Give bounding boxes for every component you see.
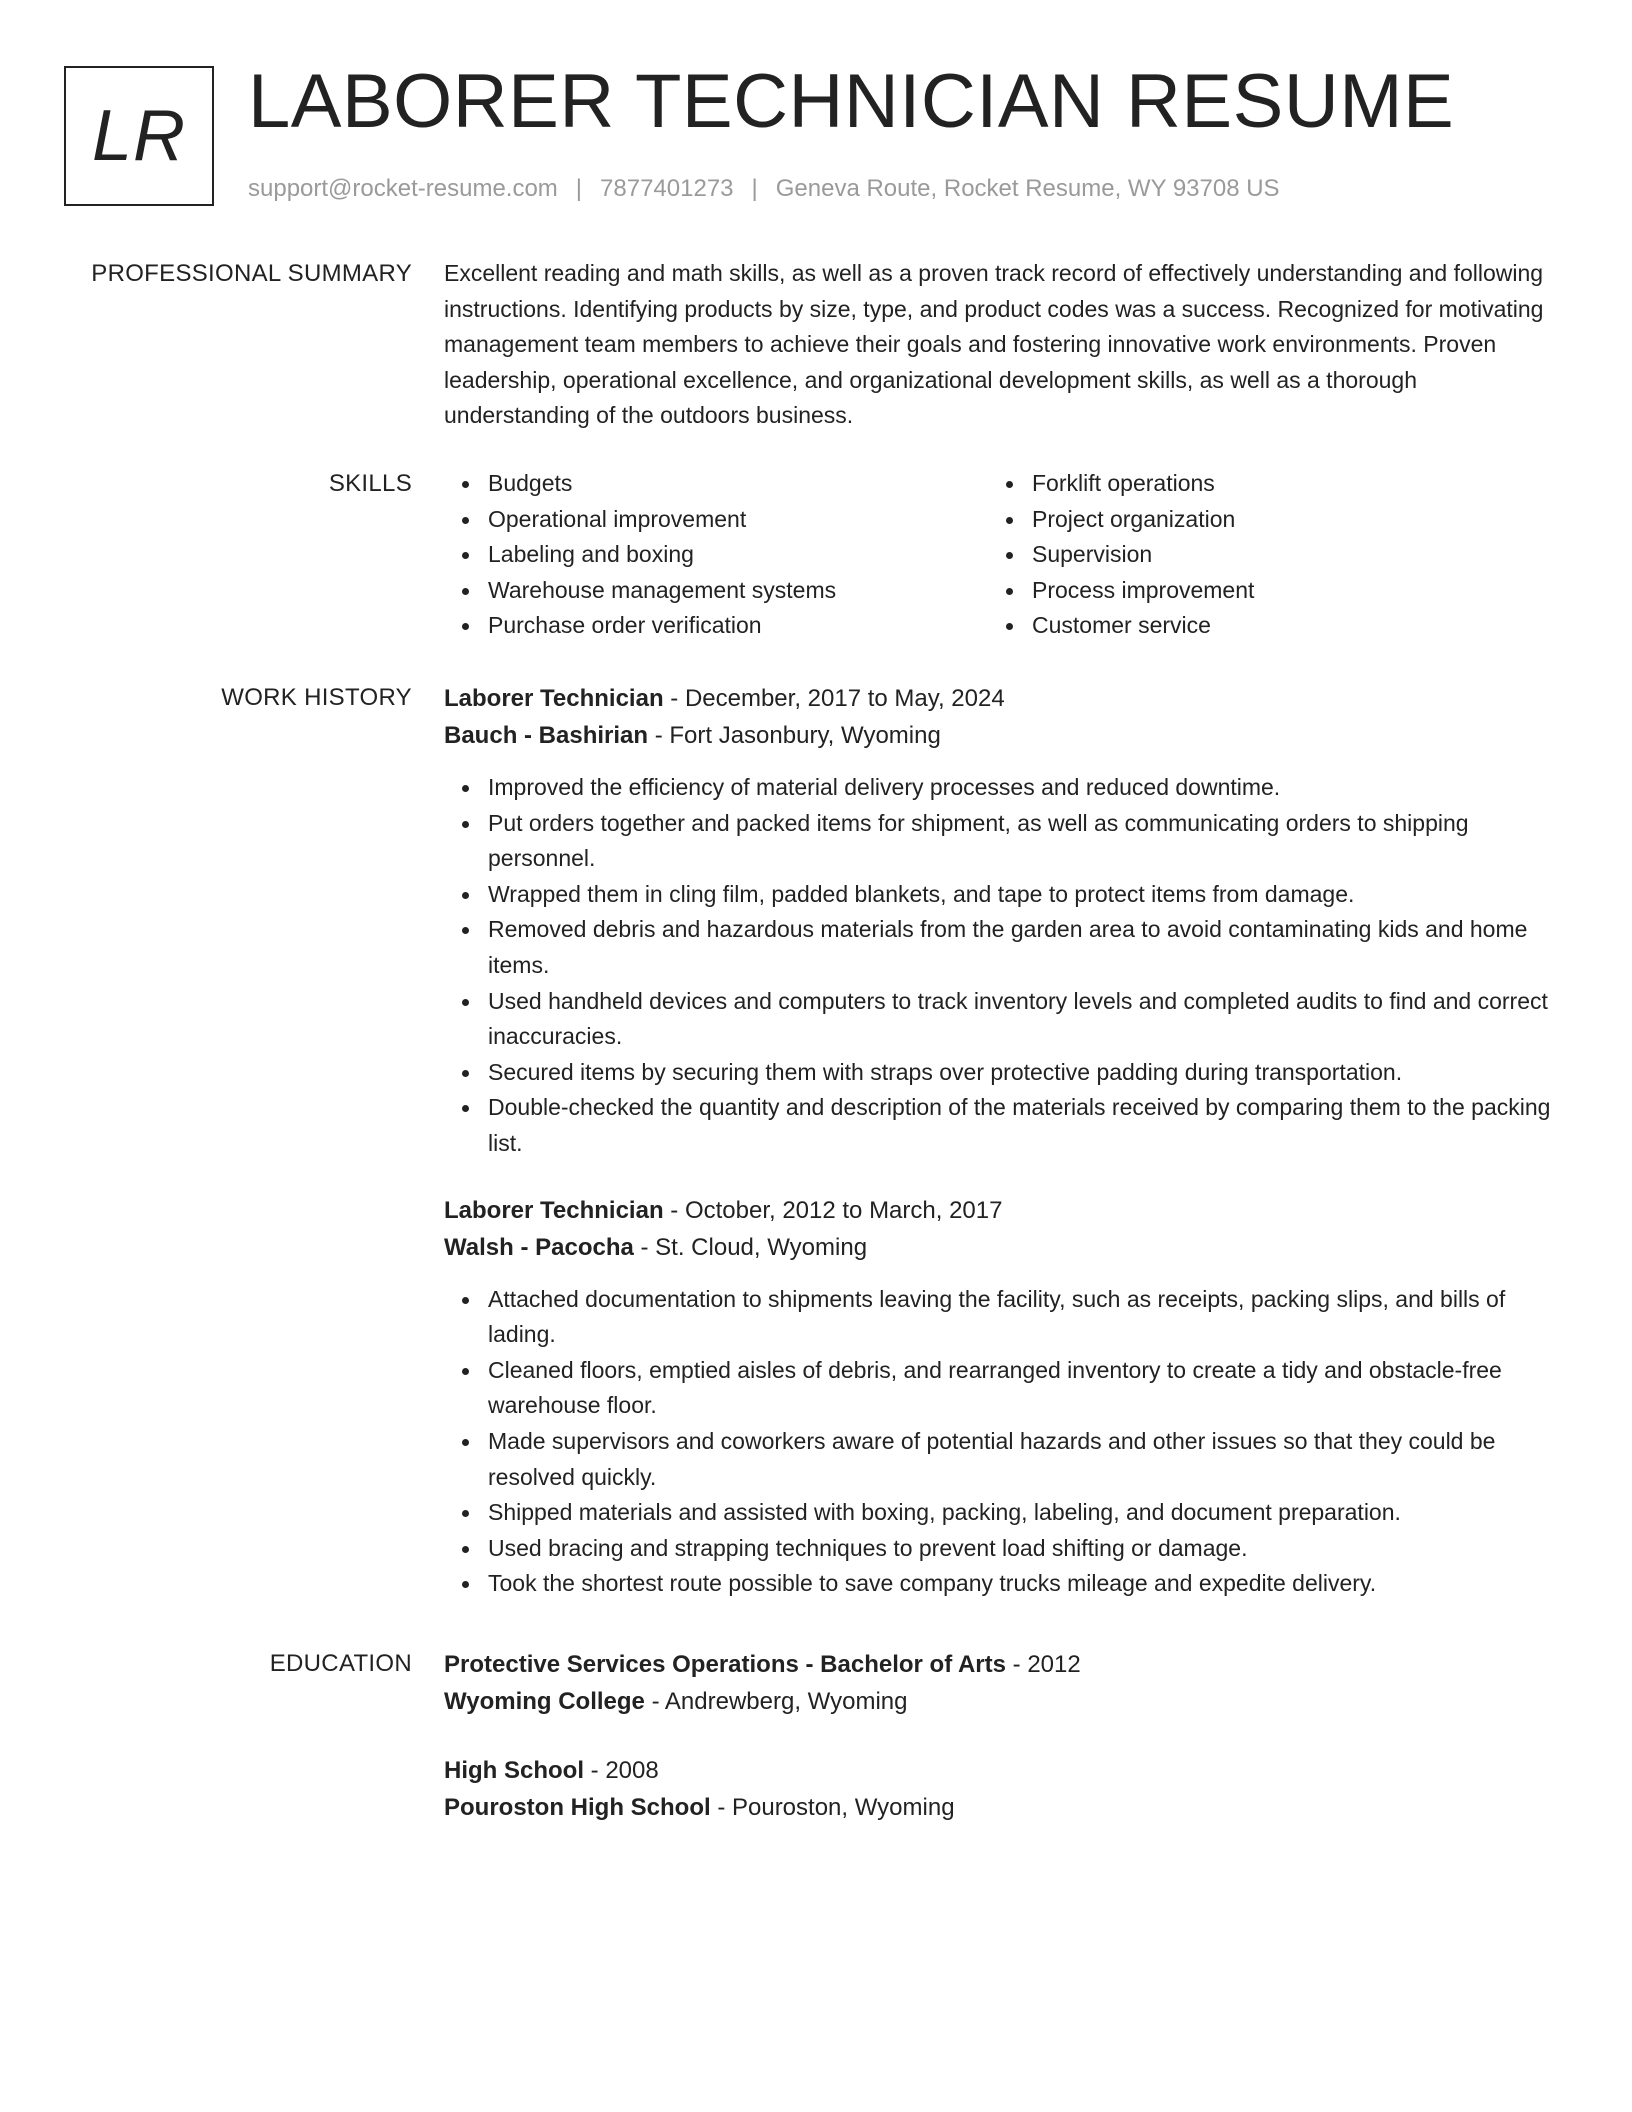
- duty-item: Wrapped them in cling film, padded blankets, and tape to protect items from damage.: [488, 877, 1556, 913]
- job-company: Bauch - Bashirian: [444, 722, 649, 749]
- resume-title: LABORER TECHNICIAN RESUME: [248, 59, 1455, 144]
- skills-column-left: [444, 466, 988, 644]
- summary-text: Excellent reading and math skills, as well as a proven track record of effectively understanding and following instructions. Identifying products by size, type, and product codes was a success. Recognized for motivating management team members to achieve their goals and fostering innovative work environments. Proven leadership, operational excellence, and organizational development skills, as well as a thorough understanding of the outdoors business.: [444, 260, 1544, 429]
- job-title-line: [444, 680, 1556, 717]
- skills-column-right: [988, 466, 1532, 644]
- education-school: Wyoming College: [444, 1688, 645, 1715]
- duty-item: Secured items by securing them with straps over protective padding during transportation.: [488, 1055, 1556, 1091]
- education-year: - 2012: [1005, 1651, 1081, 1678]
- duty-item: Made supervisors and coworkers aware of potential hazards and other issues so that they could be resolved quickly.: [488, 1424, 1556, 1495]
- skill-item: Forklift operations: [1032, 466, 1532, 502]
- duty-item: Used bracing and strapping techniques to prevent load shifting or damage.: [488, 1531, 1556, 1567]
- skill-item: Customer service: [1032, 608, 1532, 644]
- skill-item: Budgets: [488, 466, 988, 502]
- duty-item: Double-checked the quantity and description of the materials received by comparing them to the packing list.: [488, 1090, 1556, 1161]
- job-location: - St. Cloud, Wyoming: [633, 1233, 868, 1261]
- education-location: - Pouroston, Wyoming: [710, 1794, 955, 1821]
- skills-heading: SKILLS: [328, 470, 412, 497]
- job-title-line: [444, 1192, 1556, 1229]
- skill-item: Supervision: [1032, 537, 1532, 573]
- duty-item: Removed debris and hazardous materials from the garden area to avoid contaminating kids and home items.: [488, 912, 1556, 983]
- job-company: Walsh - Pacocha: [444, 1233, 634, 1261]
- skill-item: Purchase order verification: [488, 608, 988, 644]
- duty-item: Shipped materials and assisted with boxing, packing, labeling, and document preparation.: [488, 1495, 1556, 1531]
- education-degree-line: [444, 1646, 1556, 1683]
- education-degree-line: [444, 1752, 1556, 1789]
- education-location: - Andrewberg, Wyoming: [644, 1688, 908, 1715]
- contact-line: [248, 174, 1280, 204]
- education-degree: Protective Services Operations - Bachelor of Arts: [444, 1651, 1006, 1678]
- education-body: [444, 1646, 1556, 1826]
- duty-item: Put orders together and packed items for shipment, as well as communicating orders to shipping personnel.: [488, 806, 1556, 877]
- contact-email: support@rocket-resume.com: [248, 175, 558, 202]
- job-dates: - October, 2012 to March, 2017: [663, 1196, 1003, 1224]
- education-heading: EDUCATION: [269, 1650, 412, 1677]
- duty-item: Used handheld devices and computers to track inventory levels and completed audits to find and correct inaccuracies.: [488, 984, 1556, 1055]
- skill-item: Operational improvement: [488, 502, 988, 538]
- job-role: Laborer Technician: [444, 685, 664, 712]
- skill-item: Warehouse management systems: [488, 573, 988, 609]
- job-duties: [444, 770, 1556, 1162]
- duty-item: Took the shortest route possible to save company trucks mileage and expedite delivery.: [488, 1566, 1556, 1602]
- education-school: Pouroston High School: [444, 1794, 711, 1821]
- job-entry: [444, 680, 1556, 1162]
- education-school-line: [444, 1683, 1556, 1720]
- work-history-heading: WORK HISTORY: [221, 684, 412, 711]
- job-role: Laborer Technician: [444, 1196, 664, 1224]
- summary-body: [444, 256, 1556, 434]
- job-dates: - December, 2017 to May, 2024: [663, 685, 1005, 712]
- skill-item: Process improvement: [1032, 573, 1532, 609]
- job-company-line: [444, 1229, 1556, 1266]
- work-history-body: [444, 680, 1556, 1602]
- job-location: - Fort Jasonbury, Wyoming: [648, 722, 941, 749]
- duty-item: Cleaned floors, emptied aisles of debris, and rearranged inventory to create a tidy and obstacle-free warehouse floor.: [488, 1353, 1556, 1424]
- summary-heading: PROFESSIONAL SUMMARY: [91, 260, 412, 287]
- skills-list: [444, 466, 1556, 644]
- skill-item: Labeling and boxing: [488, 537, 988, 573]
- contact-separator: |: [575, 175, 583, 202]
- contact-separator: |: [751, 175, 758, 202]
- job-entry: [444, 1192, 1556, 1602]
- education-entry: [444, 1646, 1556, 1720]
- job-duties: [444, 1282, 1556, 1602]
- contact-phone: 7877401273: [600, 175, 734, 202]
- job-company-line: [444, 717, 1556, 754]
- education-entry: [444, 1752, 1556, 1826]
- duty-item: Attached documentation to shipments leaving the facility, such as receipts, packing slips, and bills of lading.: [488, 1282, 1556, 1353]
- education-year: - 2008: [584, 1757, 659, 1784]
- initials-monogram: LR: [64, 66, 214, 206]
- education-degree: High School: [444, 1757, 584, 1784]
- duty-item: Improved the efficiency of material delivery processes and reduced downtime.: [488, 770, 1556, 806]
- contact-address: Geneva Route, Rocket Resume, WY 93708 US: [775, 175, 1280, 202]
- skill-item: Project organization: [1032, 502, 1532, 538]
- education-school-line: [444, 1789, 1556, 1826]
